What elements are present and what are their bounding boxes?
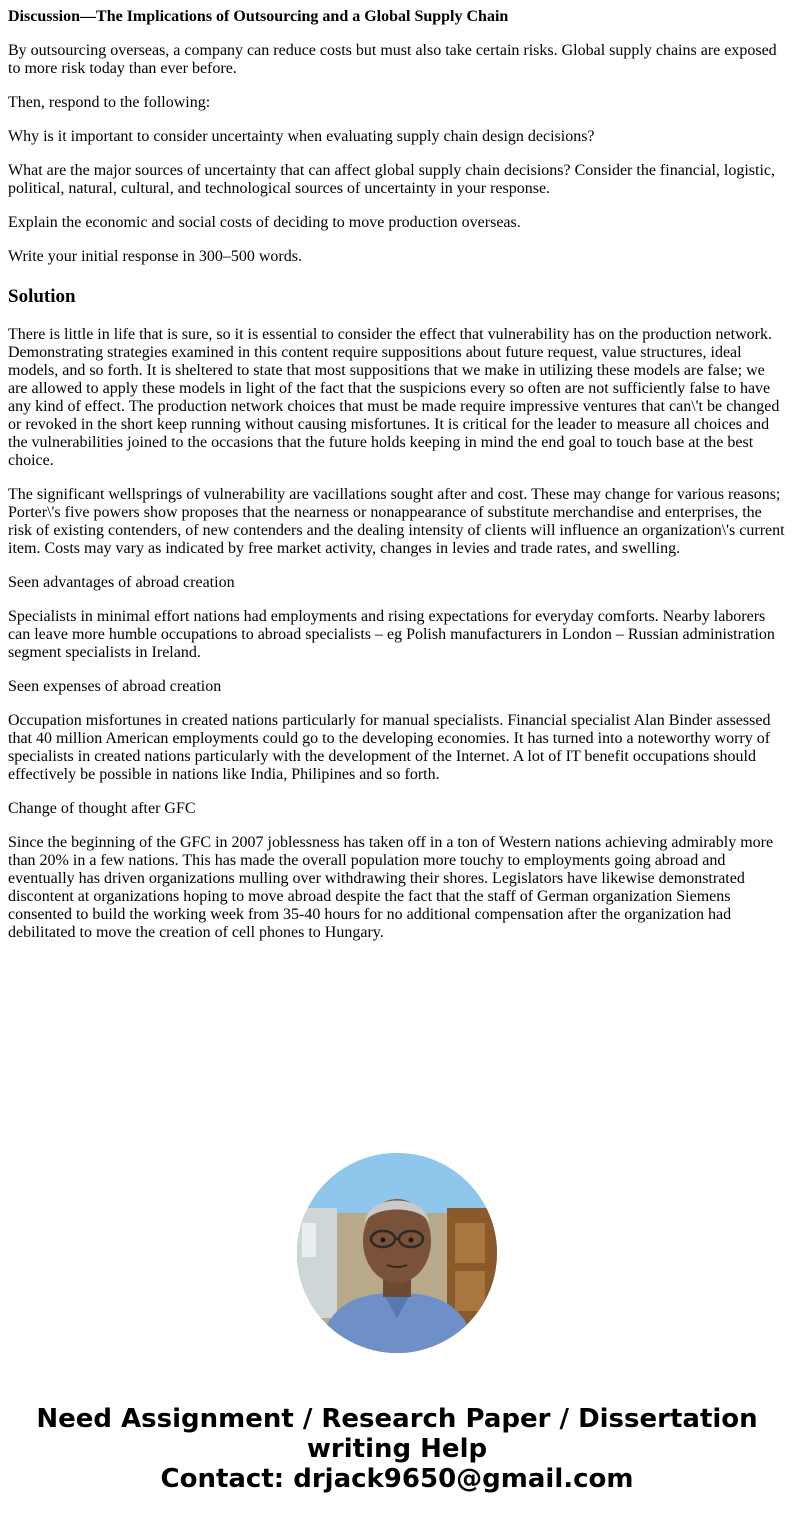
solution-heading: Solution	[8, 286, 76, 307]
promo-banner	[0, 1404, 794, 1494]
solution-paragraph: The significant wellsprings of vulnerability are vacillations sought after and cost. These may change for various reasons; Porter\'s five powers show proposes that the nearness or nonappearance of substitute merchandise and enterprises, the risk of existing contenders, of new contenders and the dealing intensity of clients will influence an organization\'s current item. Costs may vary as indicated by free market activity, changes in levies and trade rates, and swelling.	[8, 486, 785, 557]
question-paragraph: Then, respond to the following:	[8, 94, 211, 111]
promo-contact: Contact: drjack9650@gmail.com	[160, 1464, 634, 1494]
question-paragraph: What are the major sources of uncertainty that can affect global supply chain decisions? Consider the financial, logistic, political, natural, cultural, and technological sources of uncertainty in your response.	[8, 162, 775, 197]
promo-line: Need Assignment / Research Paper / Dissertation	[36, 1404, 758, 1434]
promo-line: writing Help	[306, 1434, 488, 1464]
question-paragraph: Explain the economic and social costs of deciding to move production overseas.	[8, 214, 521, 231]
question-title: Discussion—The Implications of Outsourcing and a Global Supply Chain	[8, 8, 509, 25]
solution-subheading: Change of thought after GFC	[8, 800, 196, 817]
solution-paragraph: Specialists in minimal effort nations had employments and rising expectations for everyday comforts. Nearby laborers can leave more humble occupations to abroad specialists – eg Polish manufacturers in London – Russian administration segment specialists in Ireland.	[8, 608, 775, 661]
solution-paragraph: There is little in life that is sure, so it is essential to consider the effect that vulnerability has on the production network. Demonstrating strategies examined in this content require suppositions about future request, value structures, ideal models, and so forth. It is sheltered to state that most suppositions that we make in utilizing these models are false; we are allowed to apply these models in light of the fact that the suspicions every so often are not sufficiently false to have any kind of effect. The production network choices that must be made require impressive ventures that can\'t be changed or revoked in the short keep running without causing misfortunes. It is critical for the leader to measure all choices and the vulnerabilities joined to the occasions that the future holds keeping in mind the end goal to touch base at the best choice.	[8, 326, 780, 469]
solution-paragraph: Occupation misfortunes in created nations particularly for manual specialists. Financial specialist Alan Binder assessed that 40 million American employments could go to the developing economies. It has turned into a noteworthy worry of specialists in created nations particularly with the development of the Internet. A lot of IT benefit occupations should effectively be possible in nations like India, Philipines and so forth.	[8, 712, 771, 783]
question-paragraph: Write your initial response in 300–500 words.	[8, 248, 302, 265]
solution-subheading: Seen expenses of abroad creation	[8, 678, 222, 695]
solution-subheading: Seen advantages of abroad creation	[8, 574, 235, 591]
document-content	[8, 8, 786, 958]
question-paragraph: By outsourcing overseas, a company can reduce costs but must also take certain risks. Global supply chains are exposed to more risk today than ever before.	[8, 42, 777, 77]
person-photo-icon	[297, 1153, 497, 1353]
solution-paragraph: Since the beginning of the GFC in 2007 joblessness has taken off in a ton of Western nations achieving admirably more than 20% in a few nations. This has made the overall population more touchy to employments going abroad and eventually has driven organizations mulling over withdrawing their shores. Legislators have likewise demonstrated discontent at organizations hoping to move abroad despite the fact that the staff of German organization Siemens consented to build the working week from 35-40 hours for no additional compensation after the organization had debilitated to move the creation of cell phones to Hungary.	[8, 834, 774, 941]
author-avatar	[297, 1153, 497, 1353]
question-paragraph: Why is it important to consider uncertainty when evaluating supply chain design decisions?	[8, 128, 595, 145]
